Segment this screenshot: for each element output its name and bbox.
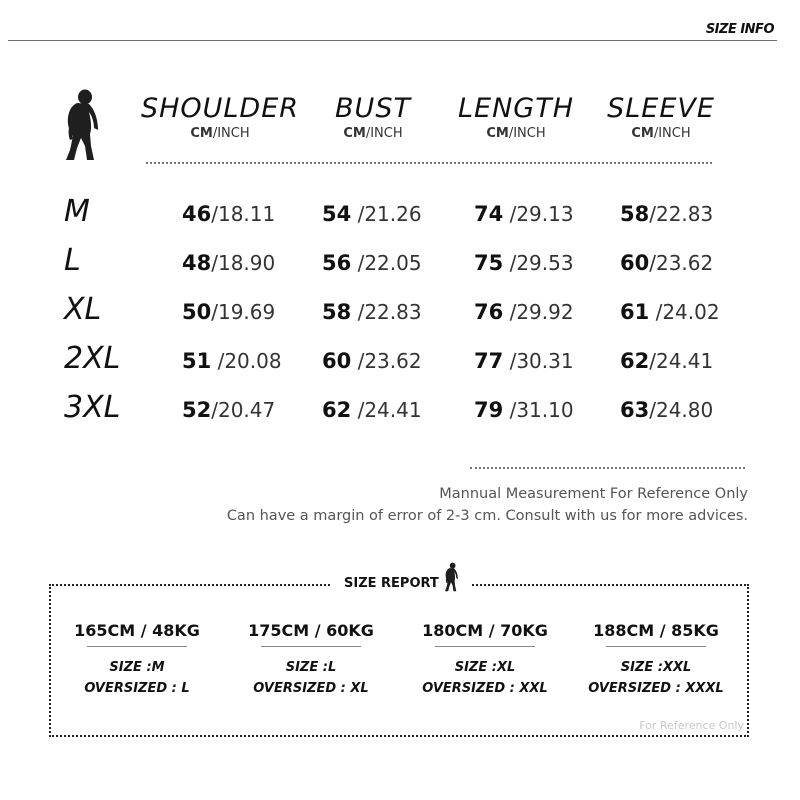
- recommended-size: SIZE :XL: [454, 660, 516, 675]
- recommended-size: SIZE :L: [285, 660, 337, 675]
- height-weight: 175CM / 60KG: [248, 621, 374, 640]
- size-profile-card: [226, 621, 396, 699]
- profile-divider: [606, 646, 706, 647]
- size-label-m: M: [64, 194, 90, 229]
- for-reference-watermark: For Reference Only: [639, 719, 744, 732]
- measurement-cell: 58 /22.83: [322, 300, 422, 324]
- notes-dotted-divider: [470, 467, 745, 469]
- column-header-bust: BUST CM/INCH: [335, 93, 411, 141]
- column-header-sleeve: SLEEVE CM/INCH: [607, 93, 715, 141]
- ape-silhouette-icon-small: [441, 562, 461, 592]
- size-label-l: L: [64, 243, 81, 278]
- ape-silhouette-icon: [58, 88, 104, 162]
- measurement-cell: 58/22.83: [620, 202, 714, 226]
- measurement-cell: 75 /29.53: [474, 251, 574, 275]
- column-header-length: LENGTH CM/INCH: [457, 93, 575, 141]
- height-weight: 180CM / 70KG: [422, 621, 548, 640]
- page-title: SIZE INFO: [705, 22, 774, 37]
- measurement-cell: 52/20.47: [182, 398, 276, 422]
- profile-divider: [261, 646, 361, 647]
- oversized-size: OVERSIZED : XXL: [422, 681, 548, 696]
- measurement-cell: 50/19.69: [182, 300, 276, 324]
- measurement-cell: 61 /24.02: [620, 300, 720, 324]
- measurement-cell: 60 /23.62: [322, 349, 422, 373]
- measurement-cell: 51 /20.08: [182, 349, 282, 373]
- oversized-size: OVERSIZED : L: [84, 681, 190, 696]
- measurement-cell: 62/24.41: [620, 349, 714, 373]
- size-profile-card: [571, 621, 741, 699]
- size-profile-card: [400, 621, 570, 699]
- profile-divider: [435, 646, 535, 647]
- oversized-size: OVERSIZED : XXXL: [588, 681, 724, 696]
- measurement-cell: 63/24.80: [620, 398, 714, 422]
- measurement-cell: 76 /29.92: [474, 300, 574, 324]
- size-profile-card: [52, 621, 222, 699]
- measurement-cell: 74 /29.13: [474, 202, 574, 226]
- reference-note: Mannual Measurement For Reference Only: [439, 486, 748, 502]
- measurement-cell: 77 /30.31: [474, 349, 574, 373]
- header-divider: [8, 40, 777, 41]
- size-label-2xl: 2XL: [64, 341, 121, 376]
- measurement-cell: 62 /24.41: [322, 398, 422, 422]
- measurement-cell: 48/18.90: [182, 251, 276, 275]
- size-label-3xl: 3XL: [64, 390, 121, 425]
- height-weight: 188CM / 85KG: [593, 621, 719, 640]
- recommended-size: SIZE :M: [109, 660, 165, 675]
- measurement-cell: 46/18.11: [182, 202, 276, 226]
- height-weight: 165CM / 48KG: [74, 621, 200, 640]
- measurement-cell: 60/23.62: [620, 251, 714, 275]
- measurement-cell: 54 /21.26: [322, 202, 422, 226]
- header-dotted-divider: [146, 162, 712, 164]
- recommended-size: SIZE :XXL: [620, 660, 692, 675]
- column-header-shoulder: SHOULDER CM/INCH: [140, 93, 300, 141]
- measurement-cell: 79 /31.10: [474, 398, 574, 422]
- size-report-title: SIZE REPORT: [344, 576, 439, 591]
- size-label-xl: XL: [64, 292, 102, 327]
- oversized-size: OVERSIZED : XL: [253, 681, 369, 696]
- profile-divider: [87, 646, 187, 647]
- measurement-cell: 56 /22.05: [322, 251, 422, 275]
- margin-note: Can have a margin of error of 2-3 cm. Consult with us for more advices.: [226, 508, 748, 524]
